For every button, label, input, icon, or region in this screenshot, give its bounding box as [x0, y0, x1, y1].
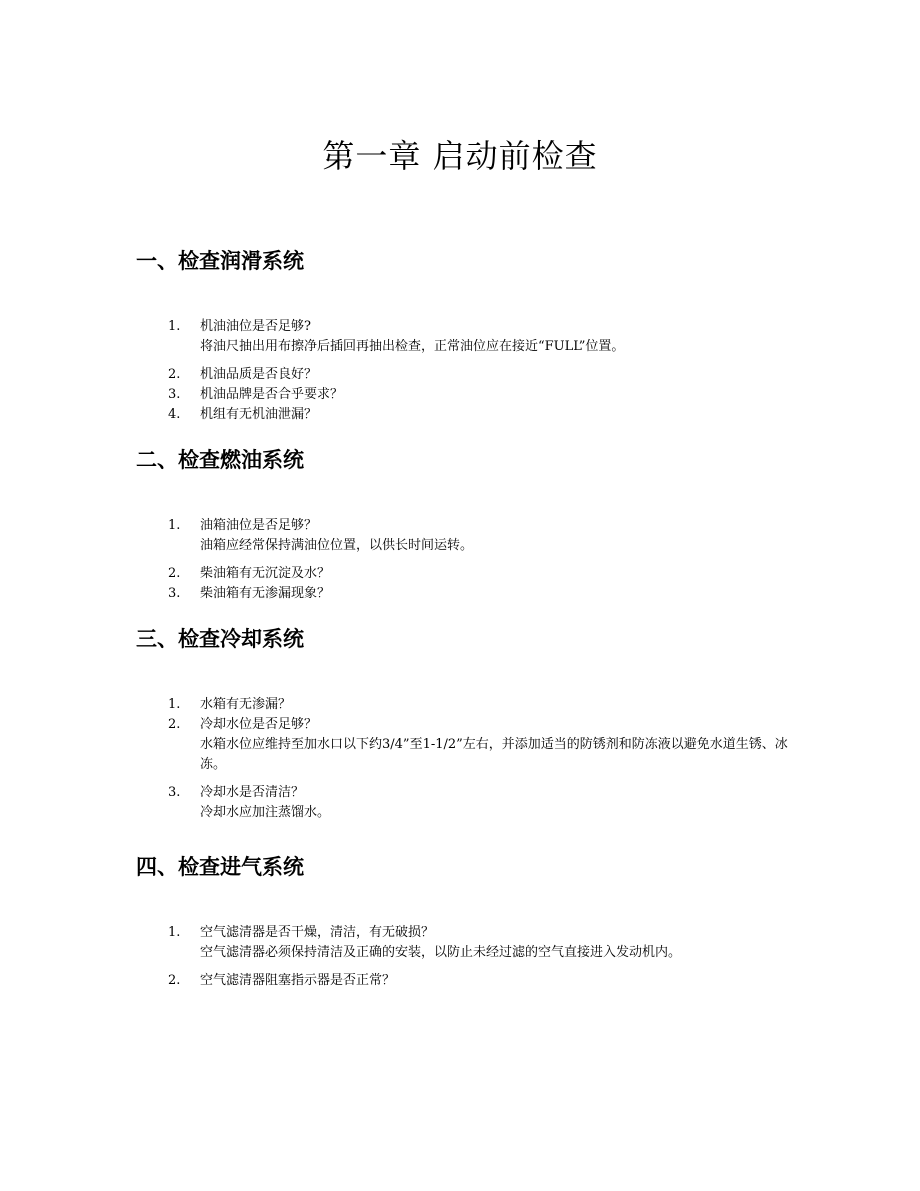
- item-text: 冷却水是否清洁？: [200, 785, 305, 800]
- section-heading: 二、检查燃油系统: [136, 448, 304, 472]
- item-number: 2.: [168, 566, 181, 581]
- item-text: 油箱油位是否足够？: [200, 518, 318, 533]
- list-item: [136, 317, 800, 357]
- item-number: 1.: [168, 319, 181, 334]
- item-text: 空气滤清器阻塞指示器是否正常？: [200, 973, 396, 988]
- section-cooling: [136, 625, 800, 823]
- item-text: 冷却水位是否足够？: [200, 717, 318, 732]
- item-text: 柴油箱有无沉淀及水？: [200, 566, 331, 581]
- item-text: 机油品质是否良好？: [200, 367, 318, 382]
- item-text: 柴油箱有无渗漏现象？: [200, 586, 331, 601]
- item-number: 1.: [168, 518, 181, 533]
- list-item: [136, 564, 800, 584]
- chapter-title: 第一章 启动前检查: [322, 137, 598, 175]
- item-text: 水箱有无渗漏？: [200, 697, 292, 712]
- item-note: 将油尺抽出用布擦净后插回再抽出检查，正常油位应在接近“FULL”位置。: [200, 339, 625, 354]
- item-number: 2.: [168, 367, 181, 382]
- item-number: 3.: [168, 785, 181, 800]
- item-text: 机油油位是否足够?: [200, 319, 311, 334]
- list-item: [136, 715, 800, 775]
- section-fuel: [136, 446, 800, 604]
- item-text: 空气滤清器是否干燥，清洁，有无破损？: [200, 925, 435, 940]
- item-number: 3.: [168, 387, 181, 402]
- section-intake: [136, 853, 800, 991]
- item-note: 水箱水位应维持至加水口以下约3/4”至1-1/2”左右，并添加适当的防锈剂和防冻液以避免水道生锈、冰冻。: [200, 737, 788, 772]
- list-item: [136, 584, 800, 604]
- section-heading: 三、检查冷却系统: [136, 627, 304, 651]
- list-item: [136, 365, 800, 385]
- item-note: 空气滤清器必须保持清洁及正确的安装，以防止未经过滤的空气直接进入发动机内。: [200, 945, 682, 960]
- section-heading: 一、检查润滑系统: [136, 249, 304, 273]
- item-note: 油箱应经常保持满油位位置，以供长时间运转。: [200, 538, 474, 553]
- item-number: 1.: [168, 697, 181, 712]
- list-item: [136, 783, 800, 823]
- list-item: [136, 695, 800, 715]
- section-heading: 四、检查进气系统: [136, 855, 304, 879]
- list-item: [136, 385, 800, 405]
- item-number: 4.: [168, 407, 181, 422]
- list-item: [136, 405, 800, 425]
- item-number: 1.: [168, 925, 181, 940]
- item-text: 机油品牌是否合乎要求？: [200, 387, 344, 402]
- item-number: 2.: [168, 717, 181, 732]
- section-lubrication: [136, 247, 800, 425]
- item-note: 冷却水应加注蒸馏水。: [200, 805, 331, 820]
- list-item: [136, 516, 800, 556]
- list-item: [136, 923, 800, 963]
- item-number: 2.: [168, 973, 181, 988]
- item-number: 3.: [168, 586, 181, 601]
- item-text: 机组有无机油泄漏？: [200, 407, 318, 422]
- list-item: [136, 971, 800, 991]
